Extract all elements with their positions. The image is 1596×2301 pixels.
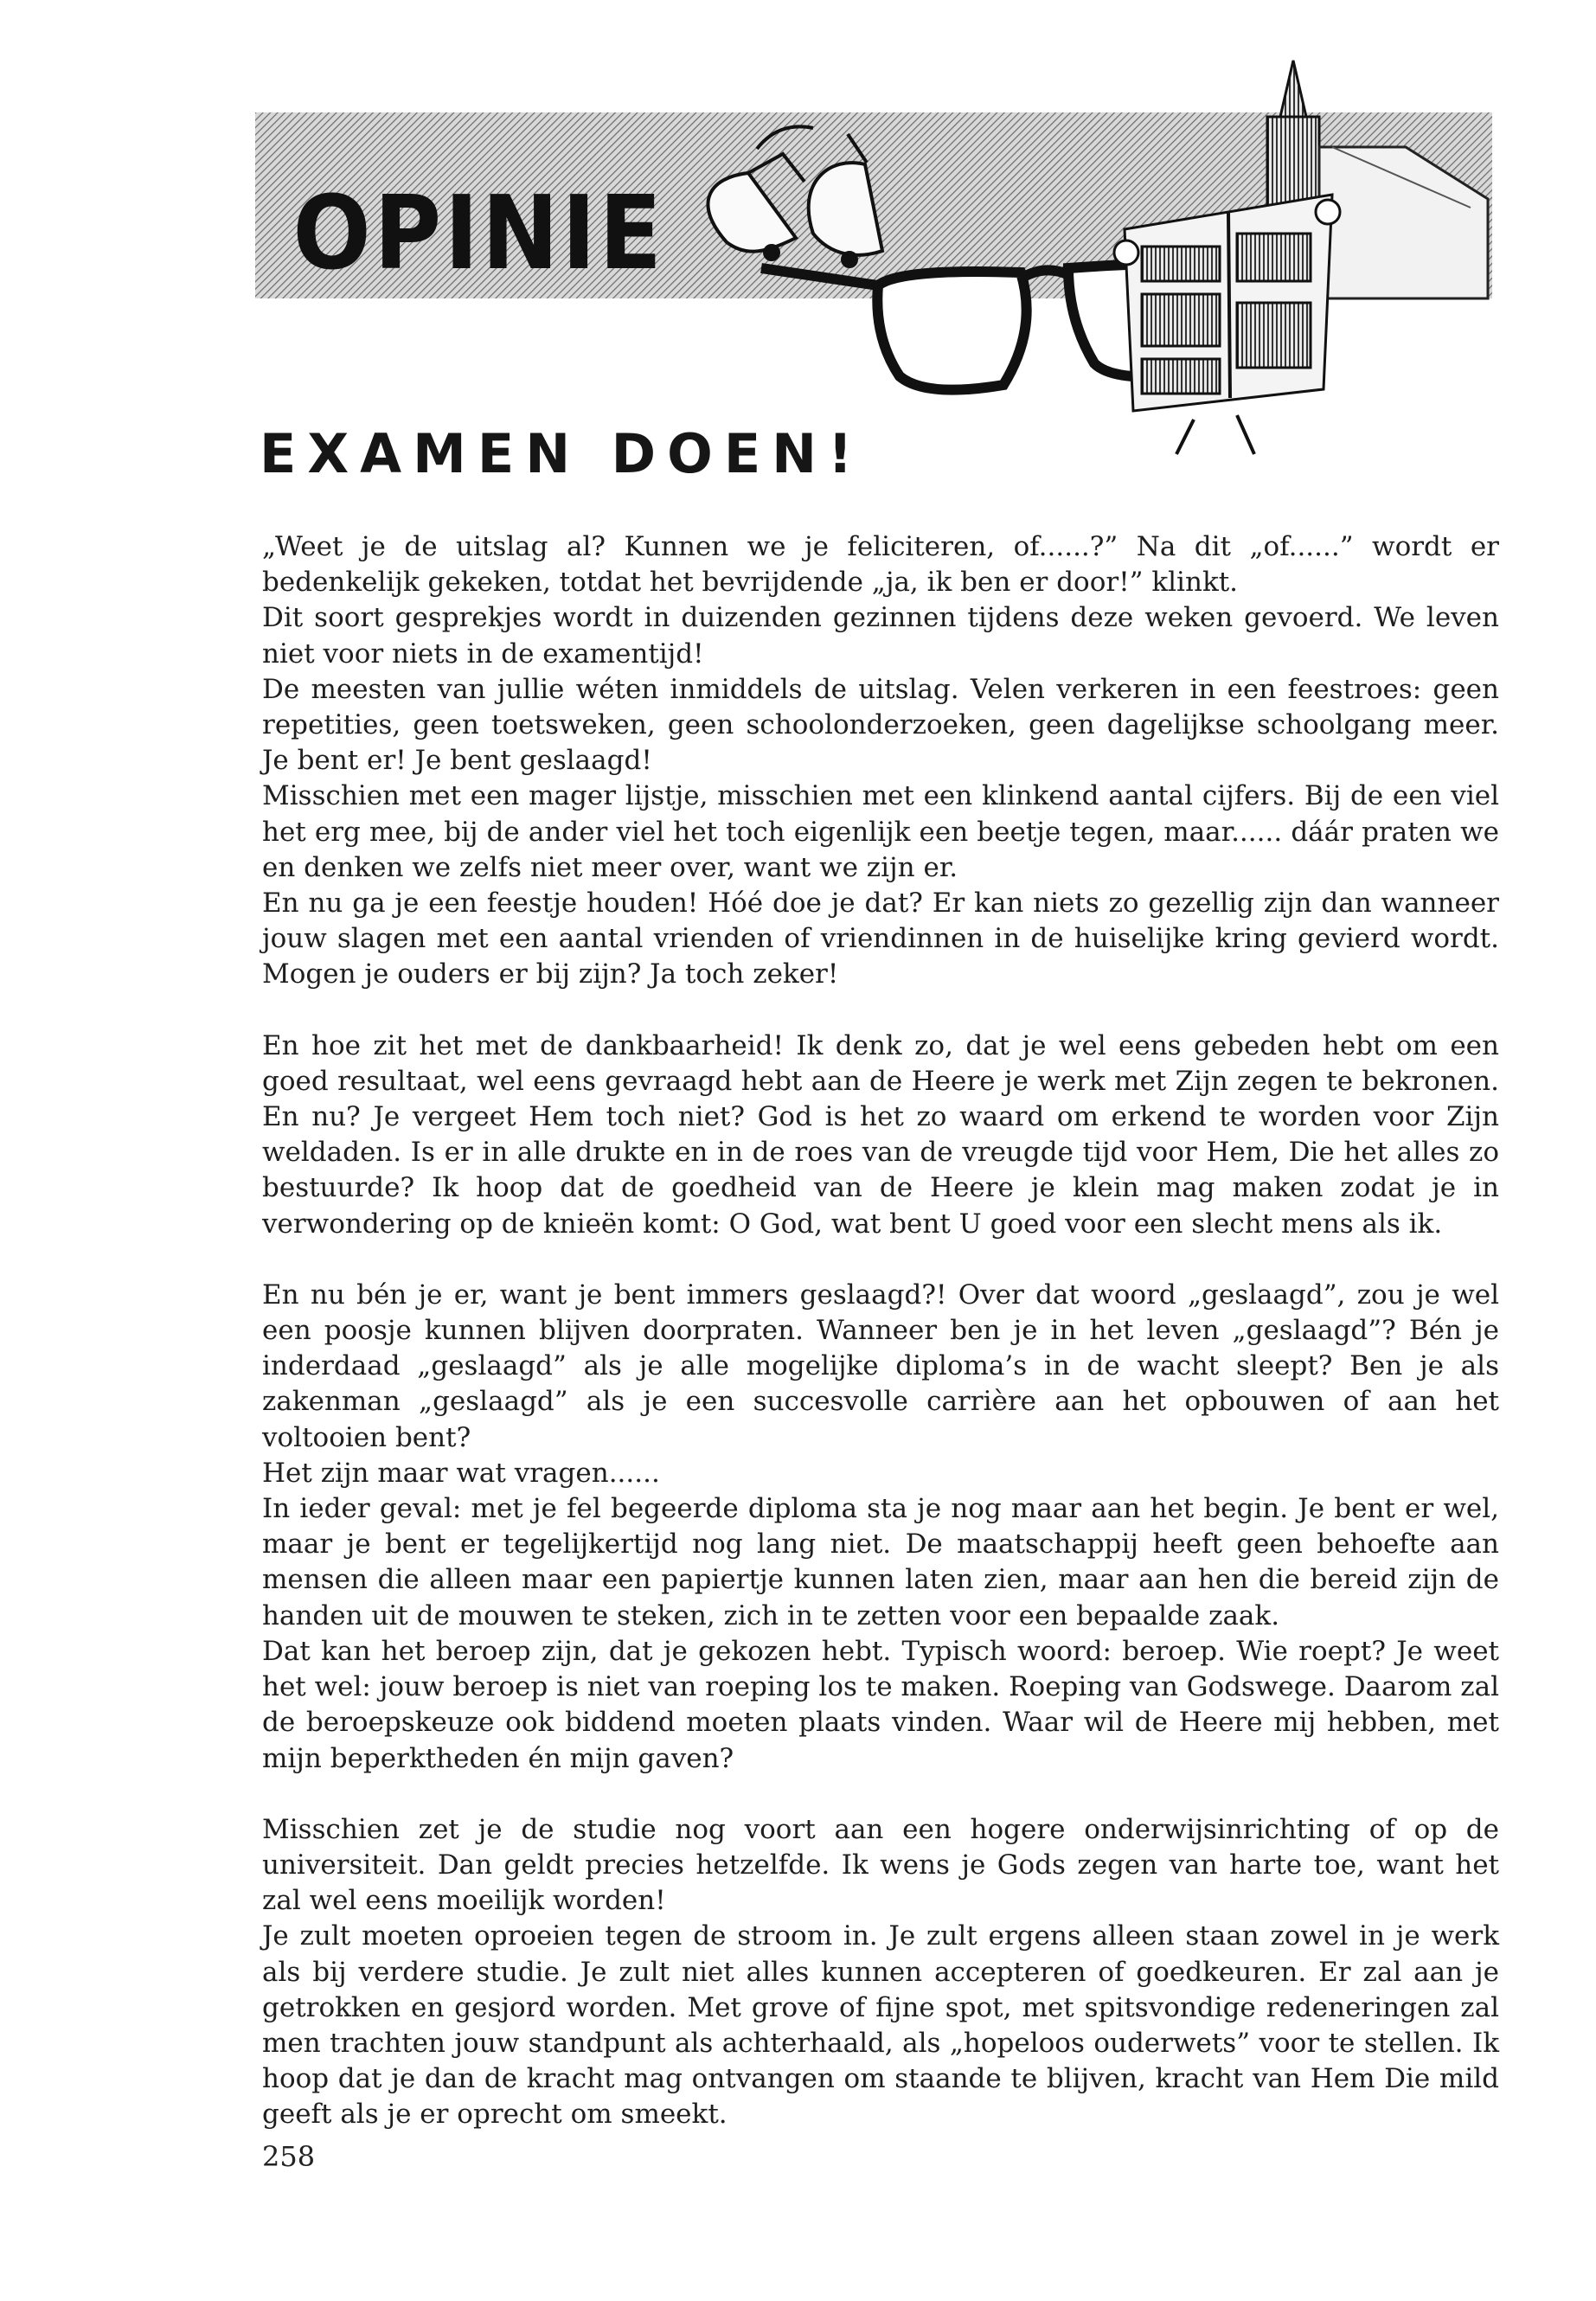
paragraph: En nu ga je een feestje houden! Hóé doe je dat? Er kan niets zo gezellig zijn dan wanneer jouw slagen met een aantal vrienden of vriendinnen in de huiselijke kring gevierd wordt. Mogen je ouders er bij zijn? Ja toch zeker! [262,888,1499,990]
paragraph: Misschien met een mager lijstje, misschien met een klinkend aantal cijfers. Bij de een viel het erg mee, bij de ander viel het toch eigenlijk een beetje tegen, maar...... dáár praten we en denken we zelfs niet meer over, want we zijn er. [262,780,1499,883]
paragraph: En nu bén je er, want je bent immers geslaagd?! Over dat woord „geslaagd”, zou je wel een poosje kunnen blijven doorpraten. Wanneer ben je in het leven „geslaagd”? Bén je inderdaad „geslaagd” als je alle mogelijke diploma’s in de wacht sleept? Ben je als zakenman „geslaagd” als je een succesvolle carrière aan het opbouwen of aan het voltooien bent? [262,1279,1499,1453]
paragraph: De meesten van jullie wéten inmiddels de uitslag. Velen verkeren in een feestroes: geen repetities, geen toetsweken, geen schoolonderzoeken, geen dagelijkse schoolgang meer. Je bent er! Je bent geslaagd! [262,673,1499,777]
paragraph: En hoe zit het met de dankbaarheid! Ik denk zo, dat je wel eens gebeden hebt om een goed resultaat, wel eens gevraagd hebt aan de Heere je werk met Zijn zegen te bekronen. En nu? Je vergeet Hem toch niet? God is het zo waard om erkend te worden voor Zijn weldaden. Is er in alle drukte en in de roes van de vreugde tijd voor Hem, Die het alles zo bestuurde? Ik hoop dat de goedheid van de Heere je klein mag maken zodat je in verwondering op de knieën komt: O God, wat bent U goed voor een slecht mens als ik. [262,1029,1499,1240]
paragraph: In ieder geval: met je fel begeerde diploma sta je nog maar aan het begin. Je bent er wel, maar je bent er tegelijkertijd nog lang niet. De maatschappij heeft geen behoefte aan mensen die alleen maar een papiertje kunnen laten zien, maar aan hen die bereid zijn de handen uit de mouwen te steken, zich in te zetten voor een bepaalde zaak. [262,1493,1499,1631]
newspaper-reader-illustration [1114,195,1340,454]
paragraph-spacer [262,993,1499,1029]
opinie-banner [242,52,1505,458]
paragraph-spacer [262,1777,1499,1812]
paragraph: Het zijn maar wat vragen...... [262,1457,660,1489]
article-body [262,529,1499,2133]
paragraph: „Weet je de uitslag al? Kunnen we je feliciteren, of......?” Na dit „of......” wordt er bedenkelijk gekeken, totdat het bevrijdende „ja, ik ben er door!” klinkt. [262,531,1499,599]
paragraph: Dat kan het beroep zijn, dat je gekozen hebt. Typisch woord: beroep. Wie roept? Je weet het wel: jouw beroep is niet van roeping los te maken. Roeping van Godswege. Daarom zal de beroepskeuze ook biddend moeten plaats vinden. Waar wil de Heere mij hebben, met mijn beperktheden én mijn gaven? [262,1635,1499,1774]
banner-label: OPINIE [292,174,665,293]
paragraph: Dit soort gesprekjes wordt in duizenden gezinnen tijdens deze weken gevoerd. We leven niet voor niets in de examentijd! [262,602,1499,670]
paragraph: Misschien zet je de studie nog voort aan een hogere onderwijsinrichting of op de universiteit. Dan geldt precies hetzelfde. Ik wens je Gods zegen van harte toe, want het zal wel eens moeilijk worden! [262,1813,1499,1917]
paragraph-spacer [262,1242,1499,1278]
page-number: 258 [262,2140,316,2173]
paragraph: Je zult moeten oproeien tegen de stroom in. Je zult ergens alleen staan zowel in je werk als bij verdere studie. Je zult niet alles kunnen accepteren of goedkeuren. Er zal aan je getrokken en gesjord worden. Met grove of fijne spot, met spitsvondige redeneringen zal men trachten jouw standpunt als achterhaald, als „hopeloos ouderwets” voor te stellen. Ik hoop dat je dan de kracht mag ontvangen om staande te blijven, kracht van Hem Die mild geeft als je er oprecht om smeekt. [262,1920,1499,2131]
article-title: EXAMEN DOEN! [260,422,864,485]
